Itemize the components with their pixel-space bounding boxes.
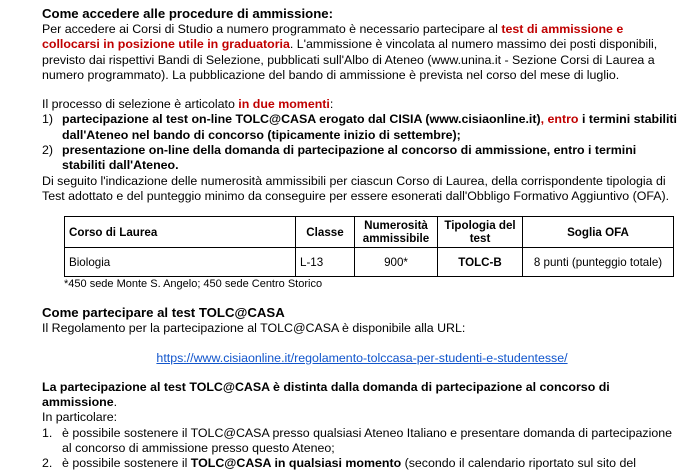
list-item	[42, 456, 682, 471]
table-header-row	[65, 217, 674, 248]
header-numerosita: Numerosità ammissibile	[355, 217, 438, 248]
table-footnote: *450 sede Monte S. Angelo; 450 sede Centro Storico	[64, 278, 323, 291]
list-number: 2.	[42, 456, 53, 471]
item-text: (secondo il calendario riportato sul sito del	[401, 456, 637, 471]
item-text: è possibile sostenere il TOLC@CASA presso qualsiasi Ateneo Italiano e presentare domanda di partecipazione al concorso di ammissione presso questo Ateneo;	[62, 425, 672, 456]
paragraph-text: Il processo di selezione è articolato	[42, 97, 239, 112]
cell-numerosita: 900*	[355, 248, 438, 277]
list-number: 2)	[42, 143, 54, 158]
courses-table	[64, 216, 674, 277]
paragraph-access	[42, 22, 682, 83]
paragraph-text: .	[113, 395, 118, 410]
paragraph-selection	[42, 97, 682, 112]
highlight-due-momenti: in due momenti	[238, 97, 330, 112]
paragraph-text-bold: La partecipazione al test TOLC@CASA è distinta dalla domanda di partecipazione al concorso di ammissione	[42, 379, 610, 410]
paragraph-text: . L'ammissione è vincolata al numero massimo dei posti disponibili, previsto dai rispettivi Bandi di Selezione, pubblicati sull'Albo di Ateneo (www.unina.it - Sezione Corsi di Laurea a numero programmato). La pubblicazione del bando di ammissione è prevista nel corso del mese di luglio.	[42, 37, 658, 82]
cell-corso: Biologia	[65, 248, 296, 277]
list-item	[42, 426, 682, 457]
section-title-ammissione: Come accedere alle procedure di ammissione:	[42, 6, 333, 21]
list-item	[42, 143, 682, 174]
document-page	[42, 6, 682, 472]
item-text-bold: TOLC@CASA in qualsiasi momento	[190, 456, 402, 471]
highlight-entro: , entro	[540, 112, 579, 127]
header-corso: Corso di Laurea	[65, 217, 296, 248]
cell-tipologia: TOLC-B	[438, 248, 523, 277]
regolamento-link[interactable]: https://www.cisiaonline.it/regolamento-tolccasa-per-studenti-e-studentesse/	[156, 350, 568, 365]
header-tipologia: Tipologia del test	[438, 217, 523, 248]
table-row	[65, 248, 674, 277]
paragraph-intro-table: Di seguito l'indicazione delle numerosità ammissibili per ciascun Corso di Laurea, della corrispondente tipologia di Test adottato e del punteggio minimo da conseguire per essere esonerati dall'Obbligo Formativo Aggiuntivo (OFA).	[42, 173, 670, 203]
header-soglia: Soglia OFA	[523, 217, 674, 248]
paragraph-distinct	[42, 380, 682, 411]
paragraph-regolamento: Il Regolamento per la partecipazione al TOLC@CASA è disponibile alla URL:	[42, 321, 466, 336]
list-item	[42, 112, 682, 143]
details-list	[42, 426, 682, 472]
header-classe: Classe	[296, 217, 355, 248]
selection-steps	[42, 112, 682, 173]
highlight-test-ammissione: test di ammissione e collocarsi in posizione utile in graduatoria	[42, 22, 624, 52]
step-text: partecipazione al test on-line TOLC@CASA erogato dal CISIA (www.cisiaonline.it)	[62, 112, 541, 127]
step-text: presentazione on-line della domanda di partecipazione al concorso di ammissione, entro i termini stabiliti dall'Ateneo.	[62, 143, 637, 173]
section-title-partecipare: Come partecipare al test TOLC@CASA	[42, 305, 285, 321]
paragraph-text: Per accedere ai Corsi di Studio a numero programmato è necessario partecipare al	[42, 22, 502, 36]
cell-soglia: 8 punti (punteggio totale)	[523, 248, 674, 277]
list-number: 1)	[42, 112, 54, 127]
cell-classe: L-13	[296, 248, 355, 277]
paragraph-text: :	[329, 97, 334, 112]
paragraph-in-particolare: In particolare:	[42, 410, 118, 425]
step-text: i termini stabiliti dall'Ateneo nel bando di concorso (tipicamente inizio di settembre);	[62, 112, 677, 142]
item-text: è possibile sostenere il	[62, 456, 191, 471]
list-number: 1.	[42, 425, 53, 440]
